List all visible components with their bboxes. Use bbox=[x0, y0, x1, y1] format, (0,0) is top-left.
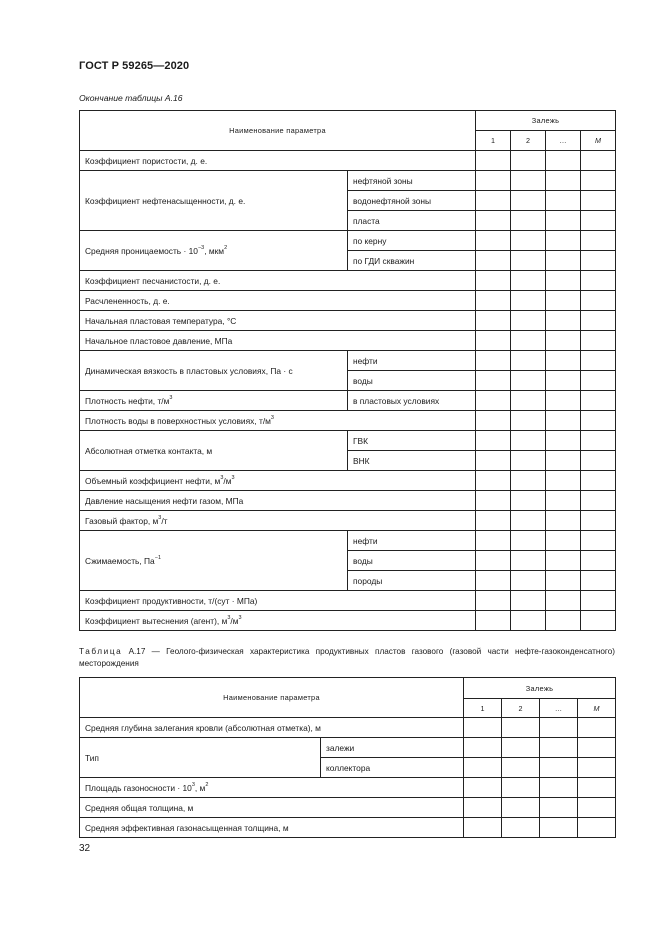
table-row bbox=[80, 471, 616, 491]
deposit-group-header: Залежь bbox=[464, 678, 616, 699]
table-row bbox=[80, 151, 616, 171]
table-row bbox=[80, 411, 616, 431]
row-label: Коэффициент пористости, д. е. bbox=[80, 151, 476, 171]
row-label: Объемный коэффициент нефти, $м^3/м^3$ bbox=[80, 471, 476, 491]
table-row bbox=[80, 391, 616, 411]
row-label: Газовый фактор, $м^3/т$ bbox=[80, 511, 476, 531]
table-row bbox=[80, 171, 616, 191]
page-number: 32 bbox=[79, 843, 91, 854]
deposit-col-2: 2 bbox=[511, 131, 546, 151]
row-label: Давление насыщения нефти газом, МПа bbox=[80, 491, 476, 511]
table-row bbox=[80, 778, 616, 798]
deposit-col-ellipsis: … bbox=[546, 131, 581, 151]
row-sublabel: залежи bbox=[321, 738, 464, 758]
row-sublabel: воды bbox=[348, 371, 476, 391]
table-row bbox=[80, 611, 616, 631]
table-a17 bbox=[79, 677, 616, 838]
table-row bbox=[80, 591, 616, 611]
row-label: Сжимаемость, $Па^{-1}$ bbox=[80, 531, 348, 591]
table-row bbox=[80, 431, 616, 451]
row-label: Начальное пластовое давление, МПа bbox=[80, 331, 476, 351]
row-sublabel: нефти bbox=[348, 351, 476, 371]
param-name-header: Наименование параметра bbox=[80, 678, 464, 718]
table-row bbox=[80, 351, 616, 371]
row-label: Расчлененность, д. е. bbox=[80, 291, 476, 311]
table-a16-end bbox=[79, 110, 616, 631]
table-row bbox=[80, 231, 616, 251]
row-sublabel: воды bbox=[348, 551, 476, 571]
row-label: Динамическая вязкость в пластовых условиях, Па · с bbox=[80, 351, 348, 391]
table-row bbox=[80, 738, 616, 758]
deposit-col-ellipsis: … bbox=[540, 699, 578, 718]
row-label: Коэффициент продуктивности, т/(сут · МПа) bbox=[80, 591, 476, 611]
param-name-header: Наименование параметра bbox=[80, 111, 476, 151]
table-row bbox=[80, 331, 616, 351]
deposit-col-1: 1 bbox=[476, 131, 511, 151]
row-sublabel: коллектора bbox=[321, 758, 464, 778]
row-label: Начальная пластовая температура, °С bbox=[80, 311, 476, 331]
deposit-col-m: М bbox=[581, 131, 616, 151]
row-label: Средняя общая толщина, м bbox=[80, 798, 464, 818]
row-label: Коэффициент вытеснения (агент), $м^3/м^3$ bbox=[80, 611, 476, 631]
row-sublabel: в пластовых условиях bbox=[348, 391, 476, 411]
row-sublabel: породы bbox=[348, 571, 476, 591]
table-row bbox=[80, 311, 616, 331]
row-sublabel: нефти bbox=[348, 531, 476, 551]
table-row bbox=[80, 291, 616, 311]
row-sublabel: нефтяной зоны bbox=[348, 171, 476, 191]
row-sublabel: по керну bbox=[348, 231, 476, 251]
row-sublabel: водонефтяной зоны bbox=[348, 191, 476, 211]
row-label: Тип bbox=[80, 738, 321, 778]
table1-caption: Окончание таблицы А.16 bbox=[79, 93, 183, 103]
row-label: Абсолютная отметка контакта, м bbox=[80, 431, 348, 471]
deposit-col-1: 1 bbox=[464, 699, 502, 718]
row-label: Коэффициент песчанистости, д. е. bbox=[80, 271, 476, 291]
document-header: ГОСТ Р 59265—2020 bbox=[79, 60, 190, 72]
table-row bbox=[80, 818, 616, 838]
table-row bbox=[80, 271, 616, 291]
row-label: Средняя глубина залегания кровли (абсолютная отметка), м bbox=[80, 718, 464, 738]
table-row bbox=[80, 531, 616, 551]
row-label: Плотность нефти, $т/м^3$ bbox=[80, 391, 348, 411]
deposit-col-2: 2 bbox=[502, 699, 540, 718]
row-sublabel: ВНК bbox=[348, 451, 476, 471]
row-label: Коэффициент нефтенасыщенности, д. е. bbox=[80, 171, 348, 231]
row-label: Плотность воды в поверхностных условиях, $т/м^3$ bbox=[80, 411, 476, 431]
table-row bbox=[80, 511, 616, 531]
row-label: Площадь газоносности · $10^3$, $м^2$ bbox=[80, 778, 464, 798]
table-row bbox=[80, 798, 616, 818]
row-label: Средняя эффективная газонасыщенная толщина, м bbox=[80, 818, 464, 838]
row-sublabel: ГВК bbox=[348, 431, 476, 451]
row-sublabel: пласта bbox=[348, 211, 476, 231]
deposit-col-m: М bbox=[578, 699, 616, 718]
row-sublabel: по ГДИ скважин bbox=[348, 251, 476, 271]
table2-caption: Таблица А.17 — Геолого-физическая характеристика продуктивных пластов газового (газовой части нефте-газоконденсатного) месторождения bbox=[79, 647, 615, 668]
table-row bbox=[80, 491, 616, 511]
deposit-group-header: Залежь bbox=[476, 111, 616, 131]
table-row bbox=[80, 718, 616, 738]
row-label: Средняя проницаемость · $10^{-3}$, мкм$^2$ bbox=[80, 231, 348, 271]
